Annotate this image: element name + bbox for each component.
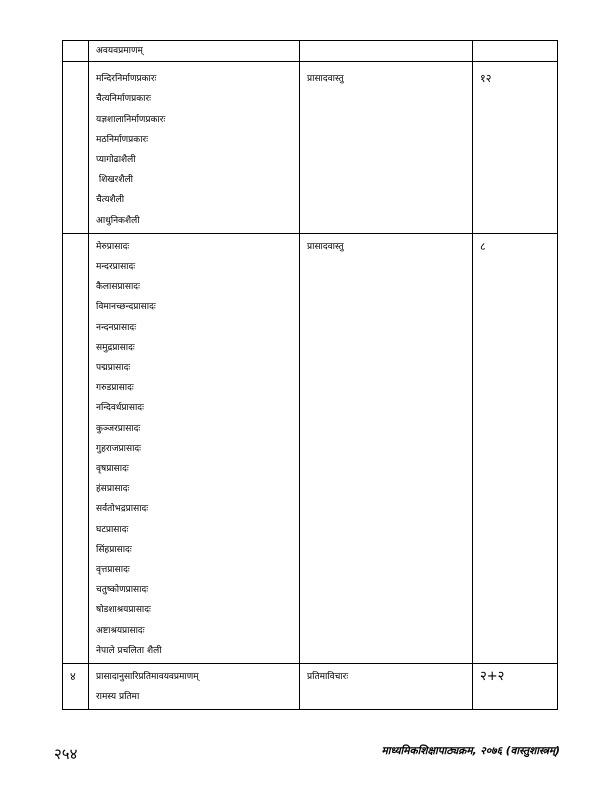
category-cell — [300, 41, 473, 62]
table-row — [63, 664, 558, 709]
topic-line: विमानच्छन्दप्रासादः — [96, 302, 156, 313]
topic-line: घटप्रासादः — [96, 524, 129, 535]
table-row — [63, 62, 558, 234]
topic-line: नन्दनप्रासादः — [96, 322, 137, 333]
topic-line: सर्वतोभद्रप्रासादः — [96, 504, 149, 515]
topic-line: हंसप्रासादः — [96, 484, 130, 495]
topic-cell — [89, 664, 300, 709]
topic-line: सिंहप्रासादः — [96, 544, 132, 555]
serial-cell — [63, 233, 89, 663]
topic-line: अष्टाश्रयप्रासादः — [96, 625, 145, 636]
topic-line: गुहराजप्रासादः — [96, 443, 142, 454]
topic-line: वृषप्रासादः — [96, 464, 129, 475]
topic-line: नन्दिवर्धप्रासादः — [96, 403, 144, 414]
topic-line: यज्ञशालानिर्माणप्रकारः — [96, 114, 166, 125]
topic-line: चैत्यशैली — [96, 195, 125, 206]
topic-line: प्रासादानुसारिप्रतिमावयवप्रमाणम् — [96, 672, 199, 683]
serial-cell: ४ — [63, 664, 89, 709]
topic-cell — [89, 233, 300, 663]
periods-cell: १२ — [473, 62, 558, 234]
topic-line: अवयवप्रमाणम् — [96, 46, 143, 56]
periods-cell: ८ — [473, 233, 558, 663]
curriculum-table — [62, 40, 558, 710]
curriculum-table-container — [62, 40, 555, 710]
periods-cell: २+२ — [473, 664, 558, 709]
topic-line: गरुडप्रासादः — [96, 383, 134, 394]
topic-line: प्यागोढाशैली — [96, 155, 136, 166]
topic-line: कुञ्जरप्रासादः — [96, 423, 141, 434]
topic-line: आधुनिकशैली — [96, 215, 140, 226]
category-cell: प्रासादवास्तु — [300, 62, 473, 234]
category-cell: प्रतिमाविचारः — [300, 664, 473, 709]
topic-line: मन्दिरनिर्माणप्रकारः — [96, 74, 157, 85]
topic-line: षोडशाश्रयप्रासादः — [96, 605, 151, 616]
table-row — [63, 233, 558, 663]
topic-cell — [89, 41, 300, 62]
curriculum-table-body — [63, 41, 558, 710]
topic-line: समुद्रप्रासादः — [96, 342, 135, 353]
table-row — [63, 41, 558, 62]
periods-cell — [473, 41, 558, 62]
topic-line: चैत्यनिर्माणप्रकारः — [96, 94, 151, 105]
topic-line: पद्मप्रासादः — [96, 363, 131, 374]
category-cell: प्रासादवास्तु — [300, 233, 473, 663]
topic-line: चतुष्कोणप्रासादः — [96, 585, 149, 596]
topic-line: मठनिर्माणप्रकारः — [96, 134, 149, 145]
topic-cell — [89, 62, 300, 234]
topic-line: नेपाले प्रचलिता शैली — [96, 645, 162, 656]
topic-line: मन्दरप्रासादः — [96, 262, 136, 273]
topic-line: कैलासप्रासादः — [96, 282, 140, 293]
topic-line: मेरुप्रासादः — [96, 241, 130, 252]
topic-line: रामस्य प्रतिमा — [96, 692, 140, 703]
serial-cell — [63, 41, 89, 62]
serial-cell — [63, 62, 89, 234]
topic-line: शिखरशैली — [96, 175, 133, 186]
topic-line: वृत्तप्रासादः — [96, 565, 130, 576]
footer-title: माध्यमिकशिक्षापाठ्यक्रम, २०७६ (वास्तुशास्त्रम्) — [381, 745, 560, 757]
page-number: २५४ — [54, 745, 78, 763]
